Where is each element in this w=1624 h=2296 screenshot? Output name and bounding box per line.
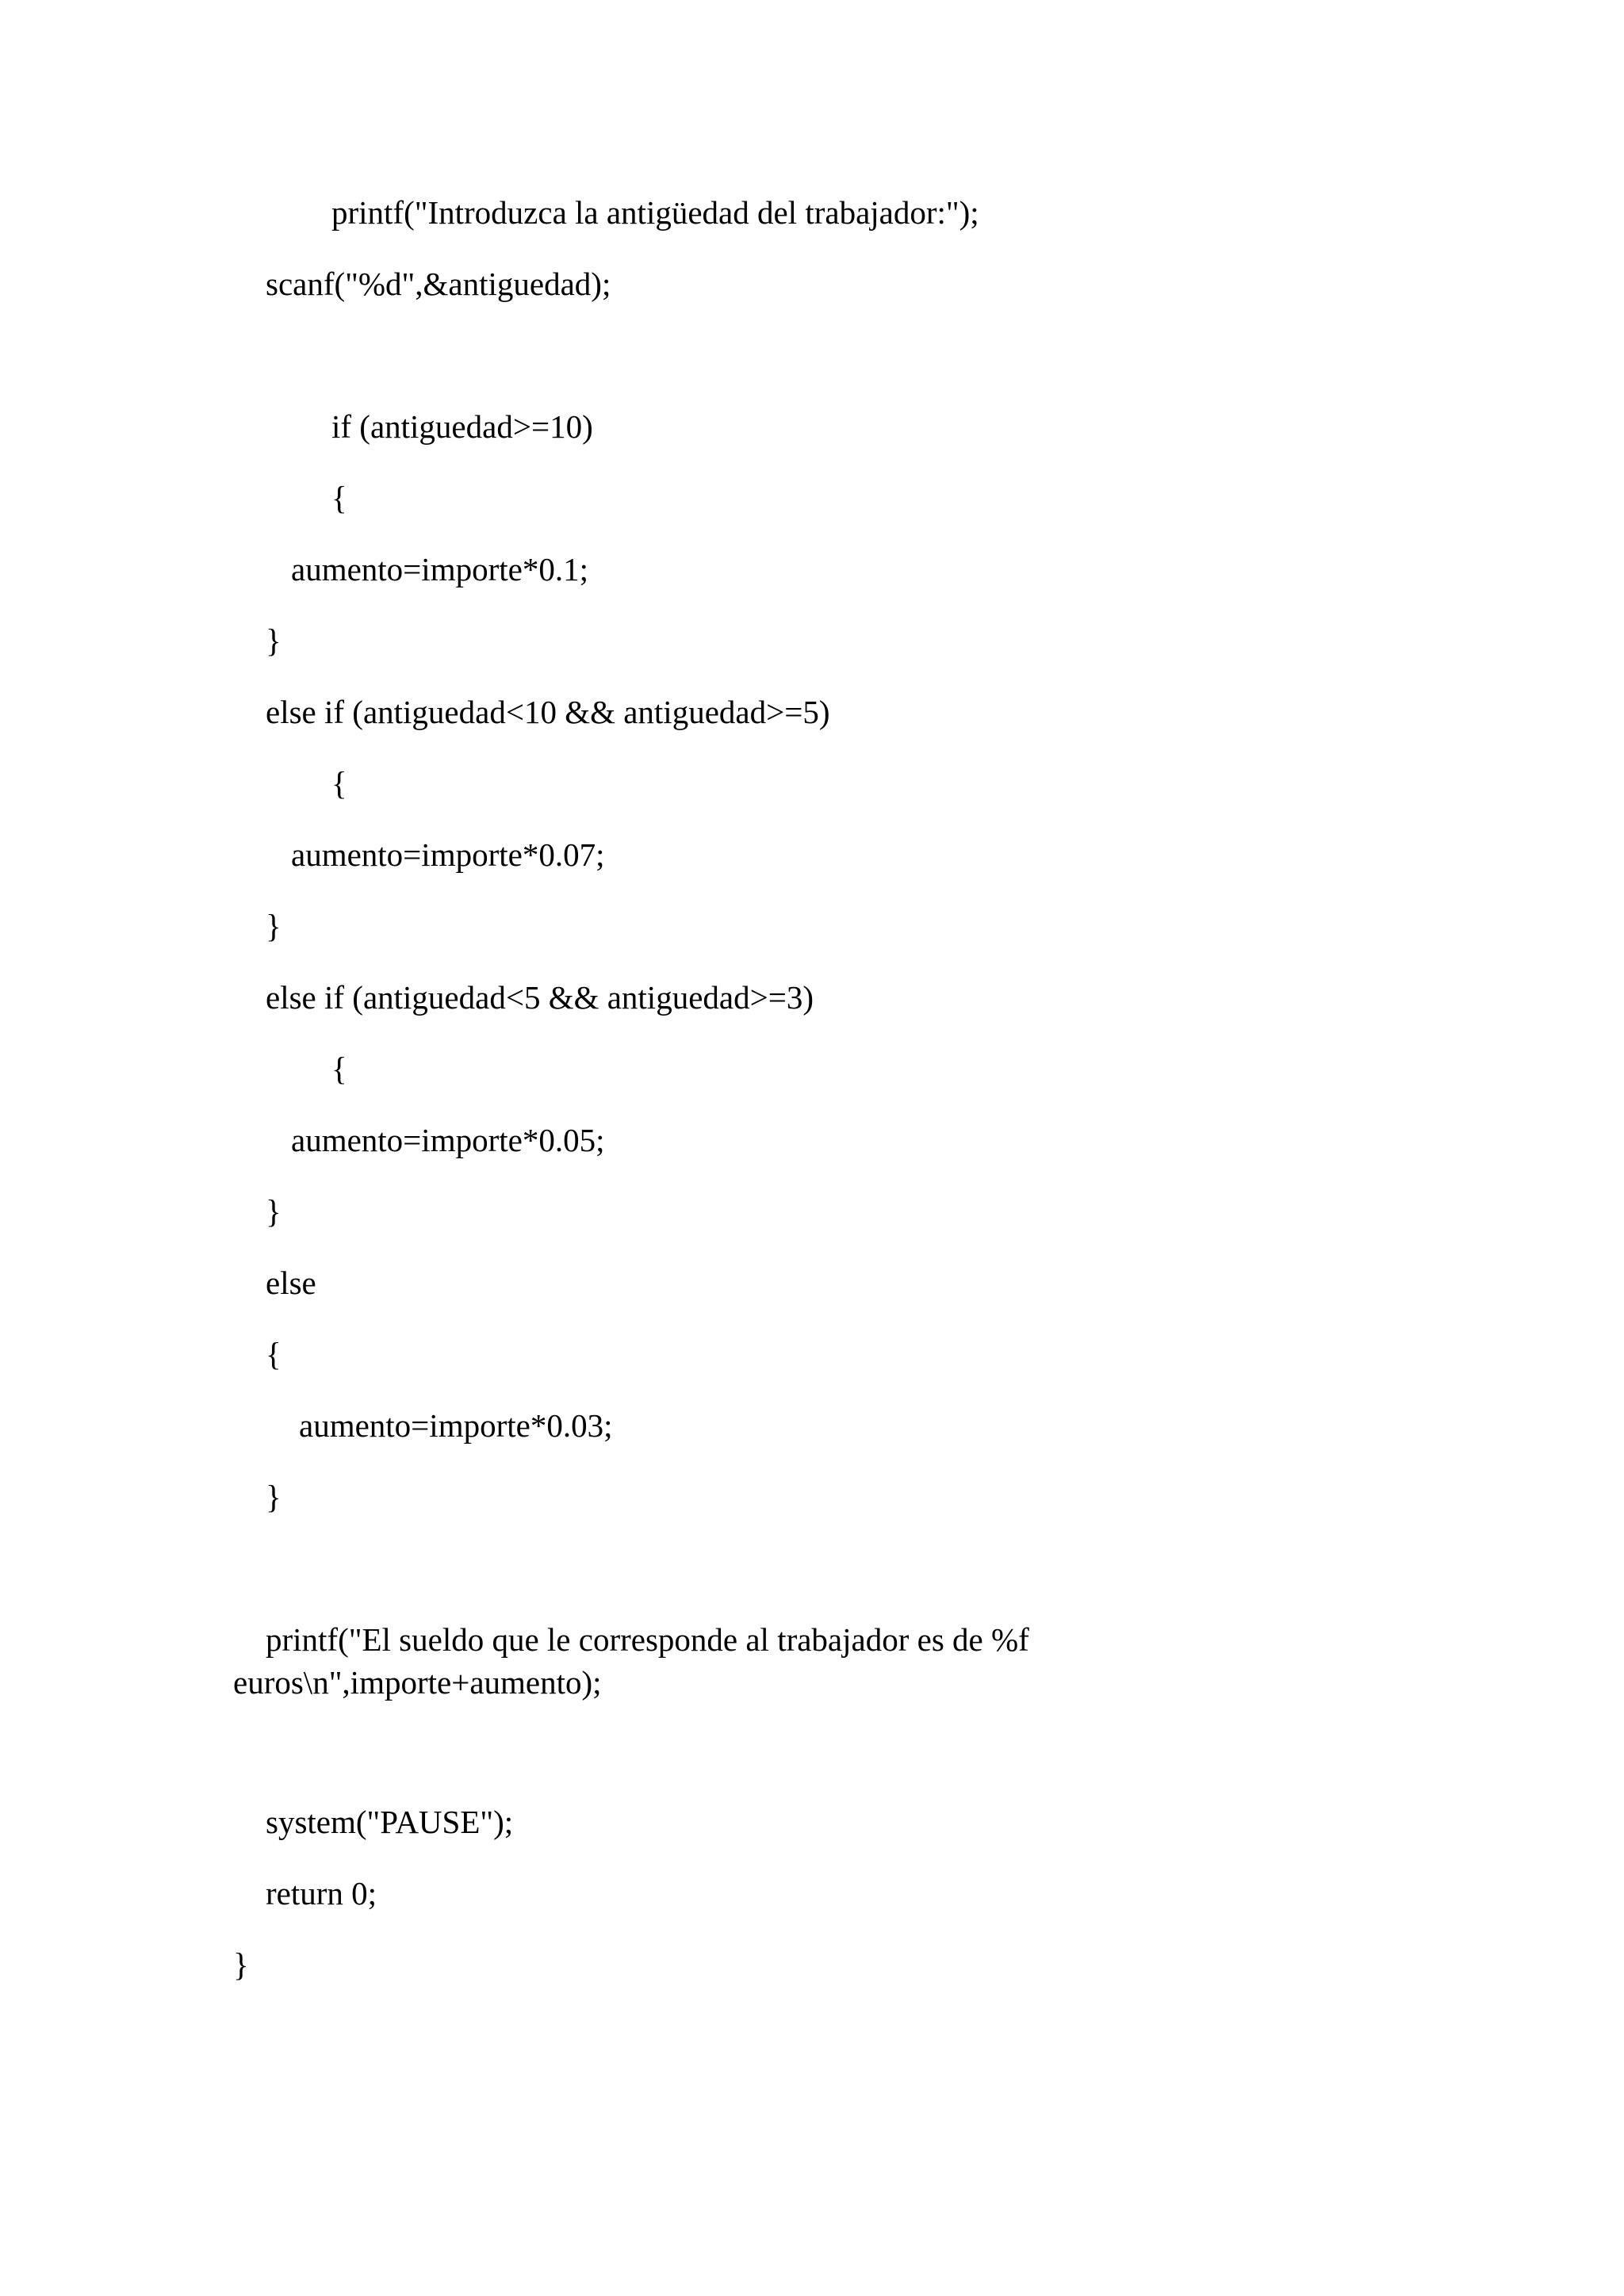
code-line: aumento=importe*0.03; [299,1407,613,1444]
code-line: if (antiguedad>=10) [331,408,593,445]
code-line: } [266,908,282,944]
code-line: printf("Introduzca la antigüedad del trabajador:"); [331,194,979,231]
code-line: euros\n",importe+aumento); [233,1664,602,1701]
code-line: aumento=importe*0.05; [291,1122,605,1158]
code-line: else [266,1265,316,1301]
code-line: { [331,765,347,802]
code-line: } [266,1479,282,1515]
code-line: else if (antiguedad<10 && antiguedad>=5) [266,694,830,730]
code-line: { [266,1336,282,1372]
code-line: { [331,1050,347,1087]
code-line: } [266,1193,282,1230]
code-line: else if (antiguedad<5 && antiguedad>=3) [266,979,814,1016]
code-line: } [266,622,282,659]
code-line: system("PAUSE"); [266,1804,514,1840]
code-line: } [233,1946,249,1983]
code-line: { [331,480,347,516]
code-line: return 0; [266,1875,377,1911]
code-line: aumento=importe*0.07; [291,836,605,873]
code-line: printf("El sueldo que le corresponde al trabajador es de %f [266,1621,1029,1658]
code-line: aumento=importe*0.1; [291,551,588,587]
code-line: scanf("%d",&antiguedad); [266,266,611,302]
